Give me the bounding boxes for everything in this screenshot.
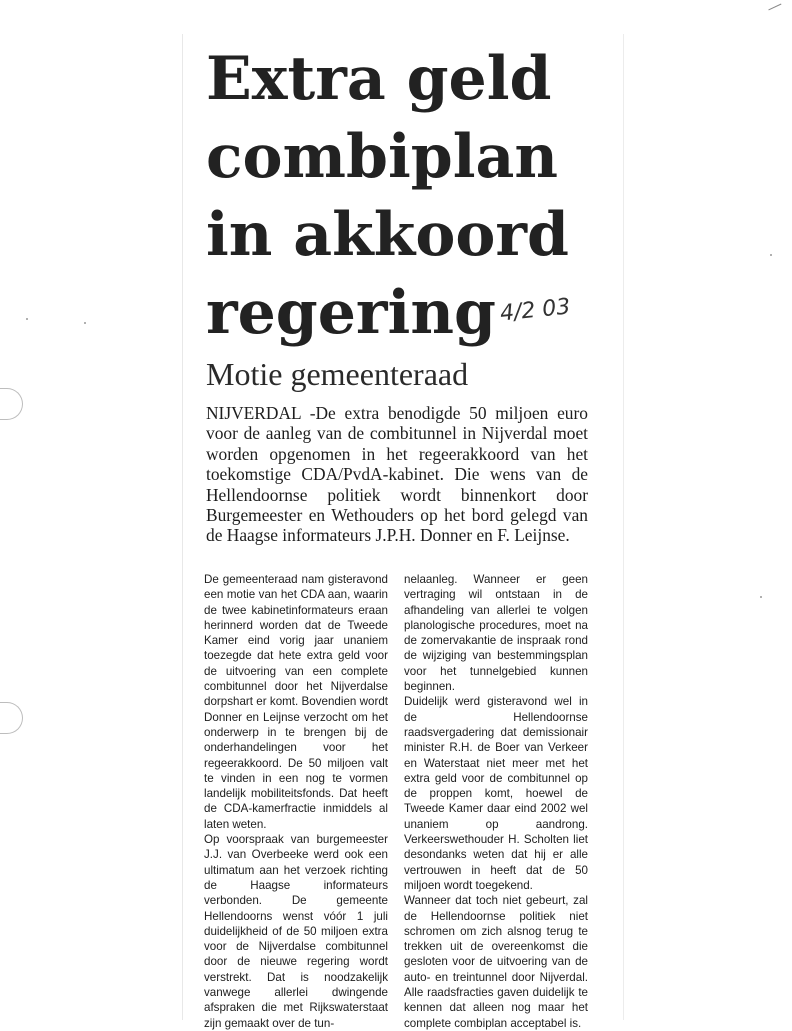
headline-line: Extra geld	[206, 44, 552, 114]
scan-mark	[768, 4, 785, 20]
punch-hole-mark	[0, 702, 23, 734]
paragraph: nelaanleg. Wanneer er geen vertraging wil ontstaan in de afhandeling van allerlei te volgen planologische procedures, moet na de zomervakantie de inspraak rond de wijziging van bestemmingsplan voor het tunnelgebied kunnen beginnen.	[404, 573, 588, 694]
punch-hole-mark	[0, 388, 23, 420]
paragraph: Wanneer dat toch niet gebeurt, zal de Hellendoornse politiek niet schromen om zich alsnog terug te trekken uit de overeenkomst die gesloten voor de uitvoering van de auto- en treintunnel door Nijverdal. Alle raadsfracties gaven duidelijk te kennen dat alleen nog maar het complete combiplan acceptabel is.	[404, 894, 588, 1030]
scan-speck	[26, 318, 28, 320]
paragraph: Duidelijk werd gisteravond wel in de Hellendoornse raadsvergadering dat demissionair minister R.H. de Boer van Verkeer en Waterstaat niet meer met het extra geld voor de combitunnel op de proppen komt, hoewel de Tweede Kamer daar eind 2002 wel unaniem op aandrong. Verkeerswethouder H. Scholten liet desondanks weten dat hij er alle vertrouwen in heeft dat de 50 miljoen wordt toegekend.	[404, 695, 588, 892]
headline-line: in akkoord	[206, 200, 569, 270]
scan-speck	[84, 322, 86, 324]
body-column-left	[204, 572, 388, 1031]
scan-speck	[760, 596, 762, 598]
headline-line: regering	[206, 278, 496, 348]
headline-line: combiplan	[206, 122, 559, 192]
subheading: Motie gemeenteraad	[206, 356, 469, 392]
body-column-right	[404, 572, 588, 1031]
lead-paragraph: NIJVERDAL -De extra benodigde 50 miljoen euro voor de aanleg van de combitunnel in Nijverdal moet worden opgenomen in het regeerakkoord van het toekomstige CDA/PvdA-kabinet. Die wens van de Hellendoornse politiek wordt binnenkort door Burgemeester en Wethouders op het bord gelegd van de Haagse informateurs J.P.H. Donner en F. Leijnse.	[206, 403, 588, 546]
handwritten-date: 4/2 03	[498, 294, 572, 327]
paragraph: De gemeenteraad nam gisteravond een motie van het CDA aan, waarin de twee kabinetinformateurs eraan herinnerd worden dat de Tweede Kamer eind vorig jaar unaniem toezegde dat hete extra geld voor de uitvoering van een complete combitunnel door het Nijverdalse dorpshart er komt. Bovendien wordt Donner en Leijnse verzocht om het onderwerp in te brengen bij de onderhandelingen voor het regeerakkoord. De 50 miljoen valt te vinden in een nog te vormen landelijk mobiliteitsfonds. Dat heeft de CDA-kamerfractie inmiddels al laten weten.	[204, 573, 388, 831]
scan-speck	[770, 254, 772, 256]
paragraph: Op voorspraak van burgemeester J.J. van Overbeeke werd ook een ultimatum aan het verzoek richting de Haagse informateurs verbonden. De gemeente Hellendoorns wenst vóór 1 juli duidelijkheid of de 50 miljoen extra voor de Nijverdalse combitunnel door de nieuwe regering wordt verstrekt. Dat is noodzakelijk vanwege allerlei dwingende afspraken die met Rijkswaterstaat zijn gemaakt over de tun-	[204, 833, 388, 1030]
